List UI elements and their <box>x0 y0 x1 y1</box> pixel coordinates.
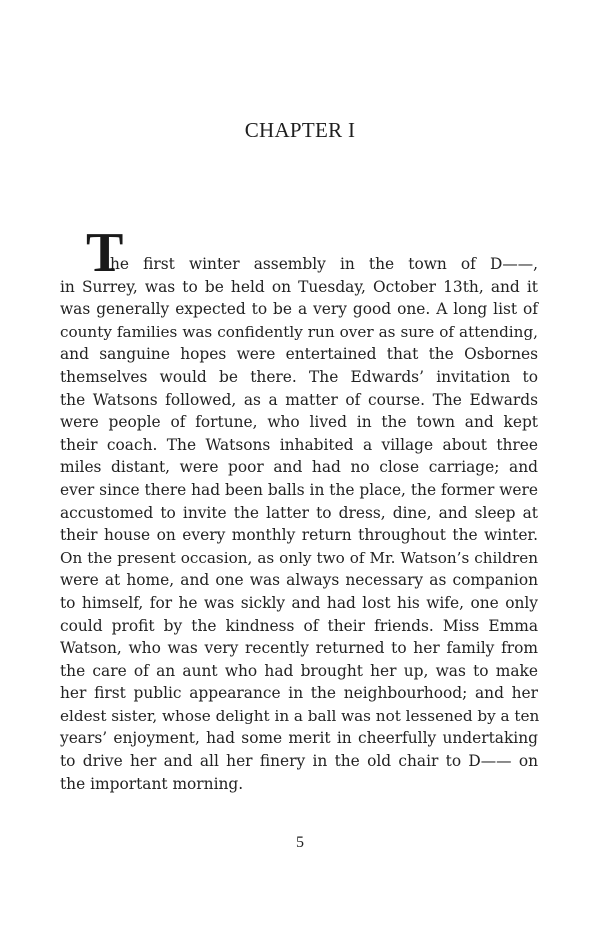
paragraph-line: the important morning. <box>60 774 244 793</box>
paragraph-line: were at home, and one was always necessary as companion <box>60 571 538 590</box>
paragraph-line: accustomed to invite the latter to dress, dine, and sleep at <box>60 503 538 522</box>
paragraph-line: the care of an aunt who had brought her up, was to make <box>60 661 538 680</box>
paragraph-line: were people of fortune, who lived in the town and kept <box>60 413 538 432</box>
paragraph-line: in Surrey, was to be held on Tuesday, October 13th, and it <box>60 277 538 296</box>
paragraph-line: eldest sister, whose delight in a ball was not lessened by a ten <box>60 706 540 725</box>
paragraph-line-text: he first winter assembly in the town of D——, <box>110 255 538 273</box>
paragraph-line: their coach. The Watsons inhabited a village about three <box>60 435 538 454</box>
paragraph-line: county families was confidently run over as sure of attending, <box>60 322 538 341</box>
paragraph-line: years’ enjoyment, had some merit in cheerfully undertaking <box>60 729 538 748</box>
paragraph-line: was generally expected to be a very good one. A long list of <box>60 300 538 319</box>
chapter-title: CHAPTER I <box>244 118 356 142</box>
paragraph-line: their house on every monthly return throughout the winter. <box>60 526 538 545</box>
paragraph-line: her first public appearance in the neighbourhood; and her <box>60 684 538 703</box>
paragraph-line: ever since there had been balls in the place, the former were <box>60 480 538 499</box>
paragraph-line: themselves would be there. The Edwards’ invitation to <box>60 367 538 386</box>
paragraph-line: could profit by the kindness of their friends. Miss Emma <box>60 616 538 635</box>
paragraph-line: Watson, who was very recently returned to her family from <box>60 639 538 658</box>
paragraph-line: miles distant, were poor and had no close carriage; and <box>60 458 538 477</box>
paragraph-line <box>60 222 538 284</box>
drop-cap: T <box>86 222 124 284</box>
paragraph-line: and sanguine hopes were entertained that the Osbornes <box>60 345 538 364</box>
page-number: 5 <box>296 834 304 851</box>
paragraph-line: On the present occasion, as only two of Mr. Watson’s children <box>60 548 538 567</box>
chapter-body <box>60 222 540 795</box>
paragraph-line: to drive her and all her finery in the old chair to D—— on <box>60 752 538 771</box>
paragraph-line: the Watsons followed, as a matter of course. The Edwards <box>60 390 538 409</box>
paragraph-line: to himself, for he was sickly and had lost his wife, one only <box>60 593 538 612</box>
